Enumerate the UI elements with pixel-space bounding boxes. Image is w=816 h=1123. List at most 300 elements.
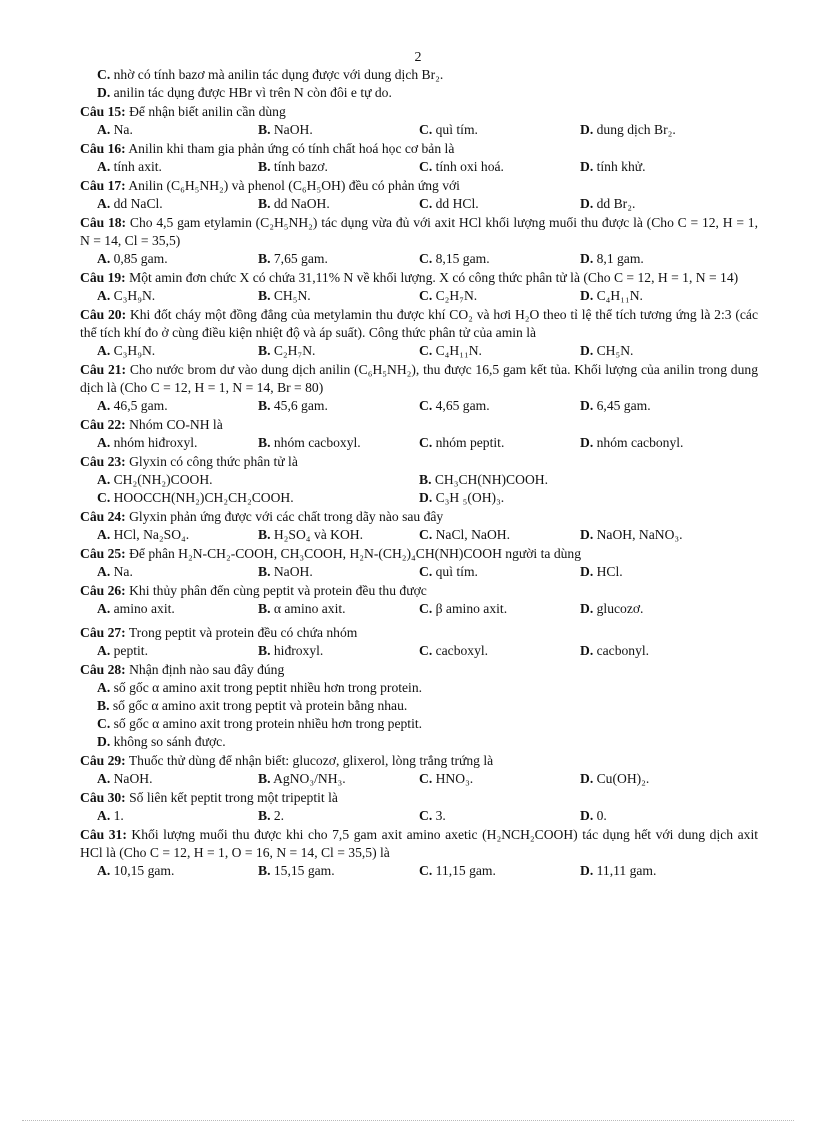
- option-letter: A.: [97, 288, 111, 303]
- option-text: tính oxi hoá.: [432, 159, 504, 174]
- option-letter: D.: [580, 643, 594, 658]
- option-text: 4,65 gam.: [432, 398, 490, 413]
- question-text: [80, 214, 758, 250]
- option-letter: D.: [580, 398, 594, 413]
- option-text: 8,15 gam.: [432, 251, 490, 266]
- option-c: [419, 434, 580, 452]
- option-text: HNO₃.: [432, 771, 474, 786]
- option-d: [580, 770, 741, 788]
- option-text: C₃H₉N.: [110, 288, 156, 303]
- option-text: dd HCl.: [432, 196, 479, 211]
- option-b: [258, 158, 419, 176]
- option-letter: C.: [419, 771, 433, 786]
- option-text: tính bazơ.: [270, 159, 328, 174]
- option-c: [419, 770, 580, 788]
- option-text: C₂H₇N.: [270, 343, 316, 358]
- option-letter: C.: [419, 435, 433, 450]
- option-c: [419, 600, 580, 618]
- option-text: AgNO₃/NH₃.: [270, 771, 346, 786]
- question-label: Câu 21:: [80, 362, 127, 377]
- option-a: [97, 563, 258, 581]
- option-letter: D.: [419, 490, 433, 505]
- question-text: [80, 826, 758, 862]
- option-text: 8,1 gam.: [593, 251, 644, 266]
- option-row: [80, 471, 758, 489]
- option-text: NaOH.: [270, 122, 313, 137]
- option-b: [258, 397, 419, 415]
- option-letter: D.: [580, 343, 594, 358]
- option-d: [97, 733, 758, 751]
- option-b: [258, 807, 419, 825]
- option-letter: D.: [580, 122, 594, 137]
- option-text: số gốc α amino axit trong peptit nhiều hơn trong protein.: [110, 680, 423, 695]
- question-9: [80, 416, 758, 452]
- option-text: 6,45 gam.: [593, 398, 651, 413]
- option-c: [419, 158, 580, 176]
- option-letter: A.: [97, 398, 111, 413]
- option-b: [419, 471, 741, 489]
- question-stem: Anilin khi tham gia phản ứng có tính chất hoá học cơ bản là: [125, 141, 455, 156]
- option-b: [258, 862, 419, 880]
- option-d: [419, 489, 741, 507]
- option-row: [80, 600, 758, 618]
- option-text: 15,15 gam.: [270, 863, 335, 878]
- question-text: [80, 140, 758, 158]
- option-letter: A.: [97, 771, 111, 786]
- option-text: nhóm cacboxyl.: [270, 435, 361, 450]
- question-stem: Nhóm CO-NH là: [125, 417, 223, 432]
- question-12: [80, 545, 758, 581]
- option-text: 2.: [270, 808, 285, 823]
- question-label: Câu 31:: [80, 827, 127, 842]
- question-stem: Để phân H₂N-CH₂-COOH, CH₃COOH, H₂N-(CH₂)₄CH(NH)COOH người ta dùng: [125, 546, 582, 561]
- option-row: [80, 563, 758, 581]
- option-letter: B.: [258, 643, 271, 658]
- option-text: 10,15 gam.: [110, 863, 175, 878]
- question-4: [80, 177, 758, 213]
- question-stem: Khối lượng muối thu được khi cho 7,5 gam axit amino axetic (H₂NCH₂COOH) tác dụng hết với dung dịch axit HCl là (Cho C = 12, H = 1, O = 16, N = 14, Cl = 35,5) là: [80, 827, 758, 860]
- option-b: [258, 600, 419, 618]
- option-text: 7,65 gam.: [270, 251, 328, 266]
- question-text: [80, 624, 758, 642]
- option-a: [97, 807, 258, 825]
- option-letter: C.: [419, 159, 433, 174]
- question-label: Câu 16:: [80, 141, 126, 156]
- option-letter: D.: [580, 288, 594, 303]
- question-text: [80, 453, 758, 471]
- option-letter: D.: [580, 527, 594, 542]
- option-c: [419, 342, 580, 360]
- option-letter: C.: [419, 398, 433, 413]
- option-d: [580, 121, 741, 139]
- option-b: [97, 697, 758, 715]
- option-b: [258, 121, 419, 139]
- option-letter: A.: [97, 863, 111, 878]
- option-letter: B.: [258, 288, 271, 303]
- option-text: tính khử.: [593, 159, 646, 174]
- question-6: [80, 269, 758, 305]
- question-18: [80, 826, 758, 880]
- option-text: 1.: [110, 808, 124, 823]
- option-row: [80, 642, 758, 660]
- question-stem: Để nhận biết anilin cần dùng: [125, 104, 286, 119]
- option-letter: B.: [258, 771, 271, 786]
- option-letter: B.: [258, 343, 271, 358]
- option-row: [80, 807, 758, 825]
- option-letter: C.: [419, 251, 433, 266]
- option-letter: B.: [258, 398, 271, 413]
- option-letter: C.: [419, 288, 433, 303]
- option-d: [580, 397, 741, 415]
- option-text: CH₅N.: [593, 343, 634, 358]
- option-row: [80, 697, 758, 715]
- question-8: [80, 361, 758, 415]
- option-a: [97, 600, 258, 618]
- page-footer-divider: [22, 1120, 794, 1121]
- question-stem: Glyxin phản ứng được với các chất trong dãy nào sau đây: [125, 509, 444, 524]
- option-row: [80, 526, 758, 544]
- option-row: [80, 158, 758, 176]
- question-10: [80, 453, 758, 507]
- option-letter: C.: [97, 67, 111, 82]
- option-row: [80, 862, 758, 880]
- option-text: quì tím.: [432, 122, 478, 137]
- option-letter: C.: [419, 643, 433, 658]
- question-text: [80, 177, 758, 195]
- option-letter: D.: [580, 435, 594, 450]
- question-stem: Khi thủy phân đến cùng peptit và protein đều thu được: [125, 583, 427, 598]
- option-text: dung dịch Br₂.: [593, 122, 676, 137]
- option-letter: C.: [97, 490, 111, 505]
- option-text: Na.: [110, 564, 133, 579]
- option-text: 11,11 gam.: [593, 863, 657, 878]
- option-b: [258, 195, 419, 213]
- option-c: [419, 250, 580, 268]
- option-d: [580, 526, 741, 544]
- option-row: [80, 250, 758, 268]
- option-d: [580, 600, 741, 618]
- option-c: [97, 66, 758, 84]
- option-b: [258, 434, 419, 452]
- option-text: amino axit.: [110, 601, 175, 616]
- option-letter: D.: [97, 734, 111, 749]
- option-text: cacboxyl.: [432, 643, 489, 658]
- option-row: [80, 287, 758, 305]
- option-b: [258, 250, 419, 268]
- option-b: [258, 770, 419, 788]
- option-text: C₄H₁₁N.: [432, 343, 482, 358]
- option-b: [258, 526, 419, 544]
- option-letter: B.: [258, 601, 271, 616]
- option-text: α amino axit.: [270, 601, 346, 616]
- option-c: [97, 489, 419, 507]
- option-letter: B.: [258, 196, 271, 211]
- option-letter: D.: [580, 808, 594, 823]
- option-letter: B.: [258, 808, 271, 823]
- option-a: [97, 250, 258, 268]
- option-a: [97, 642, 258, 660]
- option-text: CH₅N.: [270, 288, 311, 303]
- option-d: [580, 862, 741, 880]
- question-2: [80, 103, 758, 139]
- option-letter: A.: [97, 472, 111, 487]
- option-text: 45,6 gam.: [270, 398, 328, 413]
- option-c: [419, 862, 580, 880]
- option-text: số gốc α amino axit trong peptit và protein bằng nhau.: [109, 698, 408, 713]
- option-letter: B.: [419, 472, 432, 487]
- option-a: [97, 679, 758, 697]
- question-label: Câu 15:: [80, 104, 126, 119]
- option-a: [97, 434, 258, 452]
- question-stem: Thuốc thử dùng để nhận biết: glucozơ, glixerol, lòng trắng trứng là: [125, 753, 494, 768]
- option-letter: D.: [580, 601, 594, 616]
- option-text: số gốc α amino axit trong protein nhiều hơn trong peptit.: [110, 716, 423, 731]
- option-b: [258, 642, 419, 660]
- question-13: [80, 582, 758, 618]
- option-d: [580, 250, 741, 268]
- option-text: tính axit.: [110, 159, 162, 174]
- question-stem: Cho nước brom dư vào dung dịch anilin (C₆H₅NH₂), thu được 16,5 gam kết tủa. Khối lượng của anilin trong dung dịch là (Cho C = 12, H = 1, N = 14, Br = 80): [80, 362, 758, 395]
- option-a: [97, 471, 419, 489]
- option-a: [97, 158, 258, 176]
- question-label: Câu 25:: [80, 546, 126, 561]
- option-c: [419, 642, 580, 660]
- question-7: [80, 306, 758, 360]
- option-c: [419, 807, 580, 825]
- option-text: NaOH, NaNO₃.: [593, 527, 683, 542]
- option-a: [97, 526, 258, 544]
- option-d: [580, 158, 741, 176]
- option-letter: D.: [580, 159, 594, 174]
- option-text: Na.: [110, 122, 133, 137]
- page-number: 2: [414, 50, 422, 65]
- option-letter: B.: [258, 122, 271, 137]
- option-text: C₄H₁₁N.: [593, 288, 643, 303]
- option-text: peptit.: [110, 643, 148, 658]
- option-text: 3.: [432, 808, 446, 823]
- option-letter: A.: [97, 601, 111, 616]
- option-letter: A.: [97, 527, 111, 542]
- option-c: [97, 715, 758, 733]
- option-text: 0.: [593, 808, 607, 823]
- question-text: [80, 508, 758, 526]
- option-letter: A.: [97, 435, 111, 450]
- option-letter: B.: [258, 527, 271, 542]
- question-14: [80, 624, 758, 660]
- option-text: dd NaCl.: [110, 196, 163, 211]
- option-text: không so sánh được.: [110, 734, 226, 749]
- question-list: [80, 66, 758, 881]
- option-a: [97, 342, 258, 360]
- option-text: hiđroxyl.: [270, 643, 324, 658]
- question-text: [80, 752, 758, 770]
- option-text: β amino axit.: [432, 601, 508, 616]
- question-label: Câu 20:: [80, 307, 127, 322]
- option-letter: A.: [97, 122, 111, 137]
- option-row: [80, 489, 758, 507]
- option-letter: C.: [419, 808, 433, 823]
- option-text: HOOCCH(NH₂)CH₂CH₂COOH.: [110, 490, 294, 505]
- option-letter: C.: [97, 716, 111, 731]
- option-text: Cu(OH)₂.: [593, 771, 650, 786]
- option-letter: A.: [97, 680, 111, 695]
- option-row: [80, 397, 758, 415]
- question-label: Câu 28:: [80, 662, 126, 677]
- question-text: [80, 545, 758, 563]
- option-letter: A.: [97, 159, 111, 174]
- option-letter: C.: [419, 527, 433, 542]
- question-label: Câu 18:: [80, 215, 127, 230]
- option-text: NaCl, NaOH.: [432, 527, 510, 542]
- option-letter: B.: [258, 251, 271, 266]
- option-c: [419, 397, 580, 415]
- option-c: [419, 195, 580, 213]
- option-d: [97, 84, 758, 102]
- option-b: [258, 287, 419, 305]
- question-3: [80, 140, 758, 176]
- option-c: [419, 563, 580, 581]
- option-d: [580, 287, 741, 305]
- option-row: [80, 195, 758, 213]
- option-letter: A.: [97, 343, 111, 358]
- option-row: [80, 434, 758, 452]
- option-text: dd Br₂.: [593, 196, 636, 211]
- option-d: [580, 434, 741, 452]
- option-text: C₂H₇N.: [432, 288, 478, 303]
- option-row: [80, 121, 758, 139]
- option-text: 0,85 gam.: [110, 251, 168, 266]
- question-text: [80, 269, 758, 287]
- question-text: [80, 306, 758, 342]
- option-text: NaOH.: [270, 564, 313, 579]
- option-text: H₂SO₄ và KOH.: [270, 527, 364, 542]
- option-text: C₃H ₅(OH)₃.: [432, 490, 505, 505]
- option-row: [80, 84, 758, 102]
- option-letter: D.: [580, 771, 594, 786]
- option-d: [580, 195, 741, 213]
- question-text: [80, 416, 758, 434]
- question-stem: Cho 4,5 gam etylamin (C₂H₅NH₂) tác dụng vừa đủ với axit HCl khối lượng muối thu được là (Cho C = 12, H = 1, N = 14, Cl = 35,5): [80, 215, 758, 248]
- question-text: [80, 661, 758, 679]
- option-text: CH₂(NH₂)COOH.: [110, 472, 213, 487]
- option-a: [97, 397, 258, 415]
- question-stem: Glyxin có công thức phân tử là: [125, 454, 298, 469]
- option-text: cacbonyl.: [593, 643, 650, 658]
- question-11: [80, 508, 758, 544]
- option-text: HCl, Na₂SO₄.: [110, 527, 190, 542]
- option-b: [258, 342, 419, 360]
- option-letter: D.: [580, 863, 594, 878]
- option-d: [580, 563, 741, 581]
- question-label: Câu 29:: [80, 753, 126, 768]
- question-5: [80, 214, 758, 268]
- question-text: [80, 361, 758, 397]
- option-a: [97, 121, 258, 139]
- option-letter: B.: [97, 698, 110, 713]
- option-text: anilin tác dụng được HBr vì trên N còn đôi e tự do.: [110, 85, 392, 100]
- option-letter: C.: [419, 343, 433, 358]
- option-text: 46,5 gam.: [110, 398, 168, 413]
- option-letter: A.: [97, 808, 111, 823]
- question-15: [80, 661, 758, 751]
- question-16: [80, 752, 758, 788]
- option-row: [80, 679, 758, 697]
- option-letter: D.: [580, 564, 594, 579]
- question-text: [80, 789, 758, 807]
- option-letter: D.: [580, 196, 594, 211]
- option-text: nhóm hiđroxyl.: [110, 435, 198, 450]
- option-letter: A.: [97, 196, 111, 211]
- question-stem: Nhận định nào sau đây đúng: [125, 662, 285, 677]
- question-stem: Anilin (C₆H₅NH₂) và phenol (C₆H₅OH) đều có phản ứng với: [125, 178, 460, 193]
- question-label: Câu 22:: [80, 417, 126, 432]
- question-stem: Một amin đơn chức X có chứa 31,11% N về khối lượng. X có công thức phân tử là (Cho C = 12, H = 1, N = 14): [125, 270, 739, 285]
- option-d: [580, 642, 741, 660]
- option-text: glucozơ.: [593, 601, 644, 616]
- option-letter: C.: [419, 196, 433, 211]
- option-a: [97, 770, 258, 788]
- option-text: nhóm peptit.: [432, 435, 505, 450]
- option-letter: A.: [97, 251, 111, 266]
- question-17: [80, 789, 758, 825]
- option-text: nhóm cacbonyl.: [593, 435, 684, 450]
- question-text: [80, 582, 758, 600]
- option-letter: A.: [97, 643, 111, 658]
- option-text: 11,15 gam.: [432, 863, 496, 878]
- option-text: quì tím.: [432, 564, 478, 579]
- question-label: Câu 24:: [80, 509, 126, 524]
- option-row: [80, 715, 758, 733]
- option-text: HCl.: [593, 564, 623, 579]
- option-text: C₃H₉N.: [110, 343, 156, 358]
- option-text: CH₃CH(NH)COOH.: [431, 472, 548, 487]
- option-letter: D.: [580, 251, 594, 266]
- option-letter: C.: [419, 122, 433, 137]
- option-d: [580, 807, 741, 825]
- option-letter: C.: [419, 601, 433, 616]
- option-a: [97, 195, 258, 213]
- option-letter: C.: [419, 564, 433, 579]
- question-label: Câu 30:: [80, 790, 126, 805]
- option-a: [97, 862, 258, 880]
- option-row: [80, 733, 758, 751]
- option-c: [419, 526, 580, 544]
- question-label: Câu 26:: [80, 583, 126, 598]
- option-row: [80, 770, 758, 788]
- question-label: Câu 23:: [80, 454, 126, 469]
- option-letter: C.: [419, 863, 433, 878]
- option-text: dd NaOH.: [270, 196, 330, 211]
- option-text: nhờ có tính bazơ mà anilin tác dụng được với dung dịch Br₂.: [110, 67, 444, 82]
- option-letter: D.: [97, 85, 111, 100]
- option-letter: B.: [258, 564, 271, 579]
- question-label: Câu 27:: [80, 625, 126, 640]
- question-text: [80, 103, 758, 121]
- option-text: NaOH.: [110, 771, 153, 786]
- option-c: [419, 121, 580, 139]
- question-stem: Số liên kết peptit trong một tripeptit là: [125, 790, 338, 805]
- option-row: [80, 342, 758, 360]
- question-1: [80, 66, 758, 102]
- option-d: [580, 342, 741, 360]
- option-row: [80, 66, 758, 84]
- question-stem: Khi đốt cháy một đồng đẳng của metylamin thu được khí CO₂ và hơi H₂O theo tỉ lệ thể tích tương ứng là 2:3 (các thể tích khí đo ở cùng điều kiện nhiệt độ và áp suất). Công thức phân tử của amin là: [80, 307, 758, 340]
- question-label: Câu 17:: [80, 178, 126, 193]
- question-stem: Trong peptit và protein đều có chứa nhóm: [125, 625, 358, 640]
- option-b: [258, 563, 419, 581]
- option-c: [419, 287, 580, 305]
- question-label: Câu 19:: [80, 270, 126, 285]
